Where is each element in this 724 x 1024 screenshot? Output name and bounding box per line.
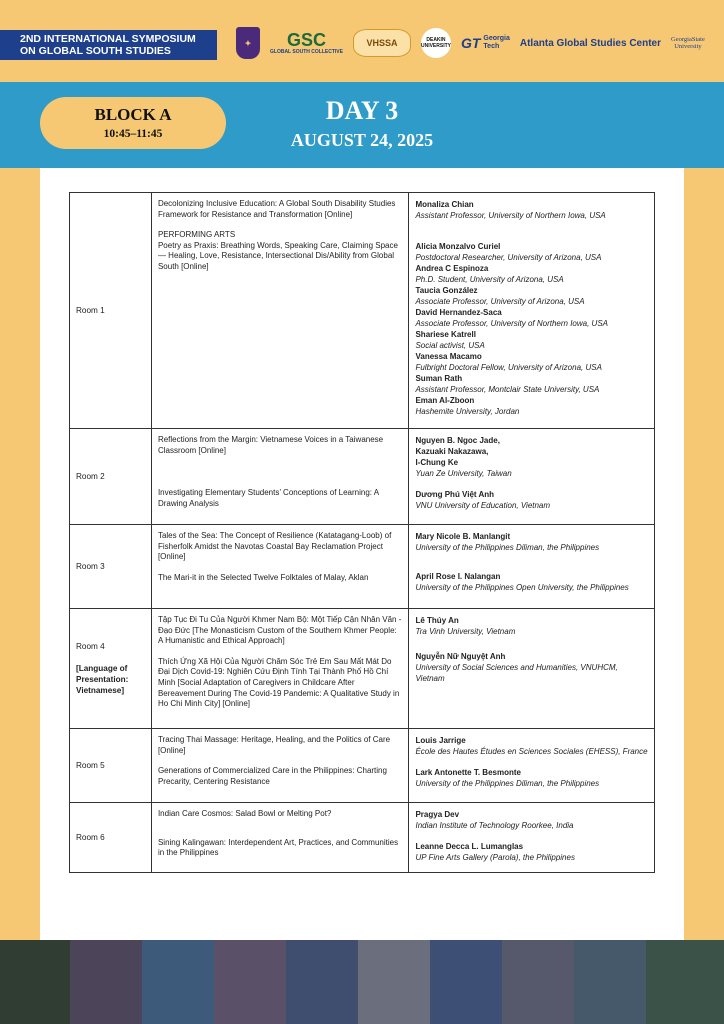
day-label: DAY 3 (325, 96, 399, 125)
table-row (70, 193, 655, 429)
table-row (70, 729, 655, 803)
author-affiliation: University of the Philippines Diliman, the Philippines (415, 779, 600, 788)
georgia-tech-logo (461, 35, 510, 51)
author-cell (409, 193, 655, 429)
university-crest-logo: ✦ (236, 27, 260, 59)
session-title: Investigating Elementary Students’ Conceptions of Learning: A Drawing Analysis (157, 488, 379, 508)
author-cell (409, 803, 655, 873)
gt-logo-line2: Tech (483, 43, 500, 50)
author-affiliation: Associate Professor, University of Northern Iowa, USA (415, 319, 608, 328)
author-name: Pragya Dev (415, 810, 460, 819)
title-cell (151, 729, 409, 803)
author-affiliation: VNU University of Education, Vietnam (415, 501, 551, 510)
photo-tile (70, 940, 142, 1024)
block-name: BLOCK A (94, 105, 172, 124)
author-affiliation: Postdoctoral Researcher, University of Arizona, USA (415, 253, 602, 262)
photo-tile (502, 940, 574, 1024)
gsu-logo-line2: University (674, 43, 702, 50)
day-date: AUGUST 24, 2025 (290, 130, 434, 150)
author-name: Eman Al-Zboon (415, 396, 475, 405)
author-affiliation: Fulbright Doctoral Fellow, University of Arizona, USA (415, 363, 602, 372)
gsc-logo-subtext: GLOBAL SOUTH COLLECTIVE (270, 49, 343, 55)
author-cell (409, 429, 655, 525)
author-affiliation: Yuan Ze University, Taiwan (415, 469, 512, 478)
session-category: PERFORMING ARTS (157, 230, 236, 240)
vhssa-logo (353, 29, 411, 57)
author-affiliation: Assistant Professor, Montclair State University, USA (415, 385, 600, 394)
photo-tile (646, 940, 724, 1024)
gt-mark-icon: GT (460, 35, 481, 51)
author-cell (409, 525, 655, 609)
author-name: Leanne Decca L. Lumanglas (415, 842, 524, 851)
author-name: I-Chung Ke (415, 458, 459, 467)
session-title: Poetry as Praxis: Breathing Words, Speaking Care, Claiming Space — Healing, Love, Resistance, Intersectional Dis/Ability from Global South [Online] (157, 240, 398, 271)
atlanta-global-studies-center-logo (520, 38, 661, 49)
author-affiliation: Ph.D. Student, University of Arizona, USA (415, 275, 564, 284)
photo-tile (430, 940, 502, 1024)
deakin-logo (421, 28, 451, 58)
session-title: Sining Kalingawan: Interdependent Art, Practices, and Communities in the Philippines (157, 837, 399, 858)
author-name: Vanessa Macamo (415, 352, 482, 361)
title-cell (151, 803, 409, 873)
room-cell (70, 729, 152, 803)
author-affiliation: Indian Institute of Technology Roorkee, India (415, 821, 574, 830)
author-affiliation: Associate Professor, University of Arizona, USA (415, 297, 585, 306)
author-affiliation: École des Hautes Études en Sciences Sociales (EHESS), France (415, 747, 648, 756)
agsc-logo-text: Atlanta Global Studies Center (519, 37, 662, 49)
symposium-title-line2: ON GLOBAL SOUTH STUDIES (20, 45, 171, 57)
block-badge (40, 97, 226, 149)
author-name: Alicia Monzalvo Curiel (415, 242, 501, 251)
author-affiliation: UP Fine Arts Gallery (Parola), the Philippines (415, 853, 575, 862)
schedule-table (69, 192, 655, 873)
title-cell (151, 193, 409, 429)
session-title: Tập Tục Đi Tu Của Người Khmer Nam Bộ: Một Tiếp Cận Nhân Văn - Đạo Đức [The Monasticism Custom of the Southern Khmer People: A Humanistic and Ethical Approach] (157, 615, 402, 646)
session-title: Indian Care Cosmos: Salad Bowl or Melting Pot? (157, 809, 332, 818)
title-cell (151, 525, 409, 609)
room-cell (70, 803, 152, 873)
vhssa-logo-text: VHSSA (366, 38, 398, 48)
session-title: Reflections from the Margin: Vietnamese Voices in a Taiwanese Classroom [Online] (157, 435, 384, 455)
room-label: Room 5 (76, 761, 105, 770)
author-name: Nguyễn Nữ Nguyệt Anh (415, 652, 506, 661)
session-title: Tracing Thai Massage: Heritage, Healing, and the Politics of Care [Online] (157, 735, 391, 755)
sponsor-logos (236, 24, 705, 62)
author-affiliation: University of the Philippines Open University, the Philippines (415, 583, 629, 592)
author-affiliation: Social activist, USA (415, 341, 485, 350)
author-name: Lê Thúy An (415, 616, 459, 625)
author-affiliation: Hashemite University, Jordan (415, 407, 520, 416)
author-affiliation: University of Social Sciences and Humanities, VNUHCM, Vietnam (415, 663, 618, 683)
language-note: [Language of Presentation: Vietnamese] (76, 663, 129, 695)
author-cell (409, 729, 655, 803)
author-name: Mary Nicole B. Manlangit (415, 532, 511, 541)
room-label: Room 4 (76, 641, 105, 651)
author-name: Monaliza Chian (415, 200, 474, 209)
author-affiliation: Tra Vinh University, Vietnam (415, 627, 516, 636)
author-name: Taucia González (415, 286, 478, 295)
author-affiliation: University of the Philippines Diliman, the Philippines (415, 543, 600, 552)
room-cell (70, 193, 152, 429)
symposium-title (0, 30, 217, 60)
photo-tile (286, 940, 358, 1024)
global-south-collective-logo (270, 31, 343, 55)
session-title: The Mari-it in the Selected Twelve Folktales of Malay, Aklan (157, 572, 369, 582)
author-cell (409, 609, 655, 729)
title-cell (151, 609, 409, 729)
session-title: Thích Ứng Xã Hội Của Người Chăm Sóc Trẻ Em Sau Mất Mát Do Đại Dịch Covid-19: Nghiên Cứu Định Tính Tại Thành Phố Hồ Chí Minh [Social Adaptation of Caregivers in Childcare After Bereavement During The Covid-19 Pandemic: A Qualitative Study in Ho Chi Minh City] [Online] (157, 656, 400, 709)
author-name: Suman Rath (415, 374, 463, 383)
author-name: Lark Antonette T. Besmonte (415, 768, 521, 777)
session-title: Tales of the Sea: The Concept of Resilience (Katatagang-Loob) of Fisherfolk Amidst the Navotas Coastal Bay Reclamation Project [Online] (157, 531, 392, 562)
photo-collage-footer (0, 940, 724, 1024)
author-name: David Hernandez-Saca (415, 308, 502, 317)
room-cell (70, 609, 152, 729)
author-name: Nguyen B. Ngoc Jade, (415, 436, 500, 445)
author-name: Shariese Katrell (415, 330, 476, 339)
block-time: 10:45–11:45 (103, 128, 163, 140)
room-label: Room 2 (76, 472, 105, 481)
room-label: Room 1 (76, 306, 105, 315)
author-name: April Rose I. Nalangan (415, 572, 501, 581)
gsu-logo-line1: GeorgiaState (671, 36, 705, 43)
table-row (70, 803, 655, 873)
author-name: Kazuaki Nakazawa, (415, 447, 489, 456)
table-row (70, 429, 655, 525)
table-row (70, 609, 655, 729)
session-title: Generations of Commercialized Care in the Philippines: Charting Precarity, Centering Resistance (157, 766, 387, 786)
room-cell (70, 429, 152, 525)
photo-tile (214, 940, 286, 1024)
room-label: Room 3 (76, 562, 105, 571)
photo-tile (358, 940, 430, 1024)
author-name: Louis Jarrige (415, 736, 466, 745)
table-row (70, 525, 655, 609)
room-cell (70, 525, 152, 609)
georgia-state-logo (671, 36, 705, 50)
title-cell (151, 429, 409, 525)
author-affiliation: Assistant Professor, University of Northern Iowa, USA (415, 211, 606, 220)
author-name: Dương Phú Việt Anh (415, 490, 495, 499)
gt-logo-line1: Georgia (483, 35, 510, 42)
deakin-logo-text: DEAKIN UNIVERSITY (420, 37, 451, 49)
gsc-logo-text: GSC (286, 30, 326, 50)
room-label: Room 6 (76, 833, 105, 842)
symposium-title-line1: 2ND INTERNATIONAL SYMPOSIUM (20, 33, 196, 45)
session-title: Decolonizing Inclusive Education: A Global South Disability Studies Framework for Resistance and Transformation [Online] (157, 199, 396, 219)
author-name: Andrea C Espinoza (415, 264, 489, 273)
photo-tile (574, 940, 646, 1024)
photo-tile (142, 940, 214, 1024)
photo-tile (0, 940, 70, 1024)
